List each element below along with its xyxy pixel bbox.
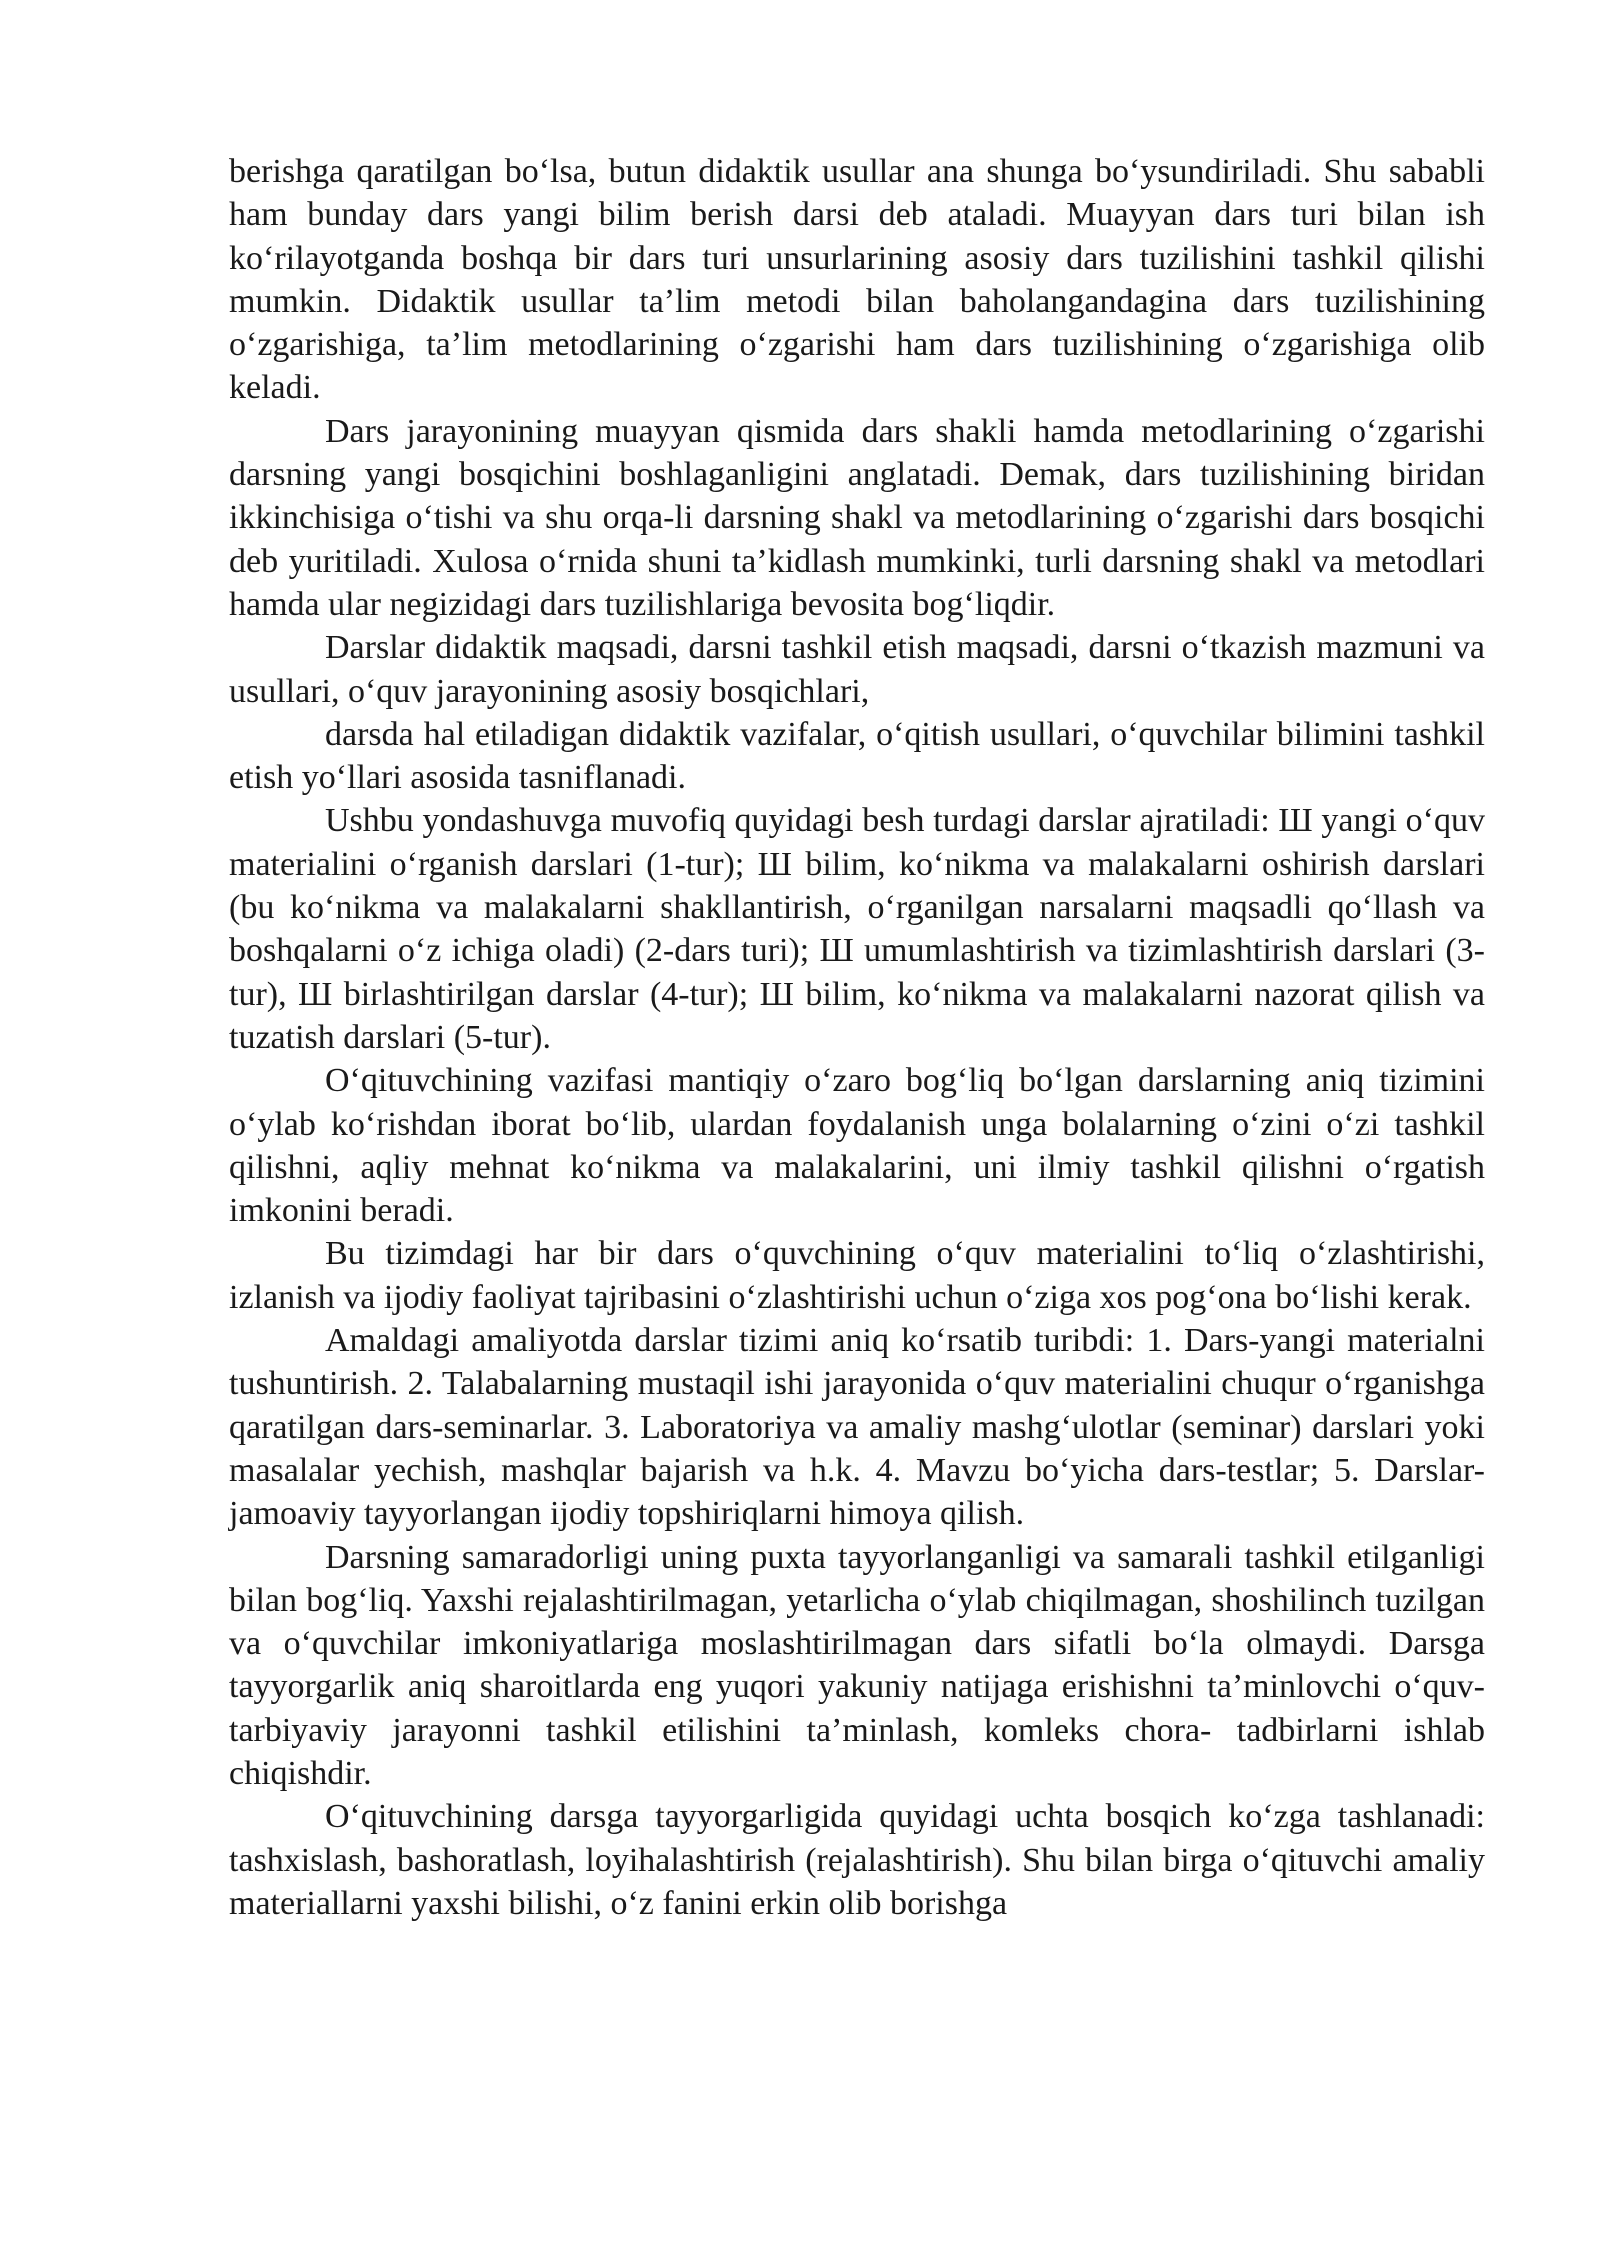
paragraph: Ushbu yondashuvga muvofiq quyidagi besh turdagi darslar ajratiladi: Ш yangi o‘quv materialini o‘rganish darslari (1-tur); Ш bilim, ko‘nikma va malakalarni oshirish darslari (bu ko‘nikma va malakalarni shakllantirish, o‘rganilgan narsalarni maqsadli qo‘llash va boshqalarni o‘z ichiga oladi) (2-dars turi); Ш umumlashtirish va tizimlashtirish darslari (3-tur), Ш birlashtirilgan darslar (4-tur); Ш bilim, ko‘nikma va malakalarni nazorat qilish va tuzatish darslari (5-tur). (229, 802, 1485, 1056)
paragraph: darsda hal etiladigan didaktik vazifalar, o‘qitish usullari, o‘quvchilar bilimini tashkil etish yo‘llari asosida tasniflanadi. (229, 715, 1485, 797)
paragraph: Amaldagi amaliyotda darslar tizimi aniq ko‘rsatib turibdi: 1. Dars-yangi materialni tushuntirish. 2. Talabalarning mustaqil ishi jarayonida o‘quv materialini chuqur o‘rganishga qaratilgan dars-seminarlar. 3. Laboratoriya va amaliy mashg‘ulotlar (seminar) darslari yoki masalalar yechish, mashqlar bajarish va h.k. 4. Mavzu bo‘yicha dars-testlar; 5. Darslar-jamoaviy tayyorlangan ijodiy topshiriqlarni himoya qilish. (229, 1322, 1485, 1533)
paragraph: Darslar didaktik maqsadi, darsni tashkil etish maqsadi, darsni o‘tkazish mazmuni va usullari, o‘quv jarayonining asosiy bosqichlari, (229, 629, 1485, 710)
paragraph: Dars jarayonining muayyan qismida dars shakli hamda metodlarining o‘zgarishi darsning yangi bosqichini boshlaganligini anglatadi. Demak, dars tuzilishining biridan ikkinchisiga o‘tishi va shu orqa-li darsning shakl va metodlarining o‘zgarishi dars bosqichi deb yuritiladi. Xulosa o‘rnida shuni ta’kidlash mumkinki, turli darsning shakl va metodlari hamda ular negizidagi dars tuzilishlariga bevosita bog‘liqdir. (229, 412, 1485, 623)
paragraph: O‘qituvchining darsga tayyorgarligida quyidagi uchta bosqich ko‘zga tashlanadi: tashxislash, bashoratlash, loyihalashtirish (rejalashtirish). Shu bilan birga o‘qituvchi amaliy materiallarni yaxshi bilishi, o‘z fanini erkin olib borishga (229, 1798, 1485, 1922)
paragraph: Darsning samaradorligi uning puxta tayyorlanganligi va samarali tashkil etilganligi bilan bog‘liq. Yaxshi rejalashtirilmagan, yetarlicha o‘ylab chiqilmagan, shoshilinch tuzilgan va o‘quvchilar imkoniyatlariga moslashtirilmagan dars sifatli bo‘la olmaydi. Darsga tayyorgarlik aniq sharoitlarda eng yuqori yakuniy natijaga erishishni ta’minlovchi o‘quv-tarbiyaviy jarayonni tashkil etilishini ta’minlash, komleks chora- tadbirlarni ishlab chiqishdir. (229, 1538, 1485, 1792)
paragraph: berishga qaratilgan bo‘lsa, butun didaktik usullar ana shunga bo‘ysundiriladi. Shu sababli ham bunday dars yangi bilim berish darsi deb ataladi. Muayyan dars turi bilan ish ko‘rilayotganda boshqa bir dars turi unsurlarining asosiy dars tuzilishini tashkil qilishi mumkin. Didaktik usullar ta’lim metodi bilan baholangandagina dars tuzilishining o‘zgarishiga, ta’lim metodlarining o‘zgarishi ham dars tuzilishining o‘zgarishiga olib keladi. (229, 153, 1485, 407)
paragraph: O‘qituvchining vazifasi mantiqiy o‘zaro bog‘liq bo‘lgan darslarning aniq tizimini o‘ylab ko‘rishdan iborat bo‘lib, ulardan foydalanish unga bolalarning o‘zini o‘zi tashkil qilishni, aqliy mehnat ko‘nikma va malakalarini, uni ilmiy tashkil qilishni o‘rgatish imkonini beradi. (229, 1062, 1485, 1230)
paragraph: Bu tizimdagi har bir dars o‘quvchining o‘quv materialini to‘liq o‘zlashtirishi, izlanish va ijodiy faoliyat tajribasini o‘zlashtirishi uchun o‘ziga xos pog‘ona bo‘lishi kerak. (229, 1235, 1485, 1316)
document-body (229, 150, 1485, 1925)
